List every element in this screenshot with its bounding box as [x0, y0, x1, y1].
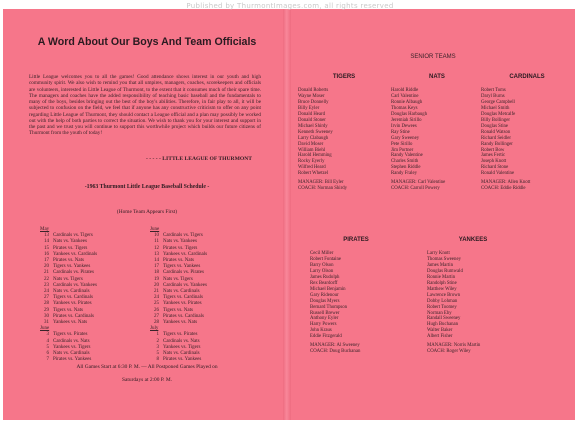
schedule-date: 19: [154, 276, 159, 282]
schedule-subtitle: (Home Team Appears First): [116, 209, 178, 215]
player-name: Robert Bow: [481, 147, 505, 153]
player-name: Bernard Thompson: [310, 304, 348, 310]
schedule-title: -1963 Thurmont Little League Baseball Schedule -: [84, 184, 210, 190]
player-name: Michael Smith: [481, 105, 510, 111]
schedule-matchup: Tigers vs. Cardinals: [53, 295, 93, 301]
player-name: Daryl Burns: [481, 93, 505, 99]
player-name: Russell Brewer: [310, 310, 340, 316]
schedule-matchup: Tigers vs. Yankees: [163, 264, 201, 270]
player-list: [298, 88, 390, 177]
schedule-matchup: Cardinals vs. Tigers: [163, 233, 203, 239]
player-list: [427, 251, 519, 340]
schedule-date: 1: [156, 332, 159, 338]
schedule-matchup: Nats vs. Yankees: [53, 239, 87, 245]
schedule-matchup: Tigers vs. Yankees: [53, 264, 91, 270]
schedule-matchup: Pirates vs. Cardinals: [53, 313, 94, 319]
schedule-date: 16: [44, 251, 49, 257]
player-name: Douglas Myers: [310, 298, 340, 304]
player-name: Harold Riddle: [391, 88, 419, 93]
player-name: Rocky Eyerly: [298, 159, 325, 165]
team-roster-yankees: [427, 237, 519, 355]
schedule-date: 12: [154, 245, 159, 251]
player-name: Douglas Stine: [481, 123, 509, 129]
schedule-matchup: Cardinals vs. Nats: [53, 338, 90, 344]
player-name: Harry Powers: [310, 322, 337, 328]
player-name: Randy Valentine: [391, 153, 423, 159]
player-name: William Biehl: [298, 147, 326, 153]
schedule-matchup: Tigers vs. Nats: [163, 307, 193, 313]
schedule-date: 20: [44, 264, 49, 270]
schedule-matchup: Pirates vs. Cardinals: [163, 313, 204, 319]
team-coach: COACH: Carroll Powery: [391, 186, 440, 192]
team-staff: [481, 180, 573, 192]
schedule-date: 5: [46, 344, 49, 350]
player-name: Lawrence Brown: [427, 292, 461, 298]
team-staff: [298, 180, 390, 192]
player-name: Douglas Rumwald: [427, 268, 463, 274]
player-name: Stephen Riddle: [391, 165, 421, 171]
schedule-date: 4: [46, 338, 49, 344]
schedule-matchup: Yankees vs. Pirates: [163, 301, 202, 307]
schedule-matchup: Yankees vs. Tigers: [163, 344, 201, 350]
schedule-matchup: Cardinals vs. Yankees: [53, 282, 97, 288]
schedule-matchup: Pirates vs. Nats: [53, 258, 84, 264]
player-name: Gary Sweeney: [391, 135, 420, 141]
player-name: Randy Bollinger: [481, 141, 513, 147]
schedule-date: 10: [154, 233, 159, 239]
player-name: Michael Shirdy: [298, 123, 328, 129]
schedule-date: 22: [44, 276, 49, 282]
player-name: Charles Smith: [391, 159, 419, 165]
schedule-column-may-june: [40, 227, 97, 363]
schedule-matchup: Pirates vs. Nats: [163, 258, 194, 264]
player-name: Albert Fisher: [427, 334, 453, 340]
schedule-date: 17: [154, 264, 159, 270]
player-name: Kenneth Sweeney: [298, 129, 333, 135]
schedule-date: 20: [154, 282, 159, 288]
team-manager: MANAGER: Carl Valentine: [391, 180, 446, 186]
schedule-row: [40, 357, 97, 363]
team-name: PIRATES: [343, 237, 369, 243]
watermark: Published by ThurmontImages.com, all rights reserved: [186, 2, 394, 10]
player-name: Matthew Wiley: [427, 286, 457, 292]
team-coach: COACH: Doug Buchanan: [310, 349, 361, 355]
schedule-matchup: Yankees vs. Cardinals: [163, 251, 208, 257]
schedule-date: 27: [154, 313, 159, 319]
player-list: [481, 88, 573, 177]
player-name: Donald Heard: [298, 111, 326, 117]
schedule-matchup: Tigers vs. Cardinals: [163, 295, 203, 301]
schedule-date: 7: [46, 357, 49, 363]
player-name: Eddie Fitzgerald: [310, 334, 342, 340]
player-name: Ronald Valentine: [481, 171, 515, 177]
player-name: David Moser: [298, 141, 324, 147]
team-name: CARDINALS: [509, 74, 545, 80]
schedule-month: May: [40, 227, 50, 232]
player-name: Barry Olson: [310, 262, 334, 268]
schedule-matchup: Yankees vs. Tigers: [53, 344, 91, 350]
player-name: Anthony Eyler: [310, 316, 339, 322]
player-name: Billy Bollinger: [481, 117, 510, 123]
player-name: Ronnie Martin: [427, 274, 456, 280]
player-name: Donald Stoner: [298, 117, 326, 123]
player-name: Ronnie Albaugh: [391, 99, 423, 105]
player-name: Norman Eby: [427, 310, 452, 316]
player-name: James Fertic: [481, 153, 506, 159]
team-roster-cardinals: [481, 74, 573, 192]
player-name: Walter Baker: [427, 328, 453, 334]
player-name: Irvin Dewees: [391, 123, 417, 129]
schedule-date: 24: [44, 289, 49, 295]
schedule-matchup: Nats vs. Yankees: [163, 239, 197, 245]
player-name: Robert Whetzel: [298, 171, 329, 177]
player-name: Douglas Harbaugh: [391, 111, 428, 117]
player-name: Robert Fontaine: [310, 256, 342, 262]
schedule-matchup: Cardinals vs. Yankees: [163, 282, 207, 288]
player-name: Jim Portner: [391, 147, 414, 153]
player-name: Dobby Lohman: [427, 298, 458, 304]
schedule-date: 25: [154, 301, 159, 307]
schedule-matchup: Nats vs. Cardinals: [53, 351, 90, 357]
schedule-date: 27: [44, 295, 49, 301]
schedule-date: 26: [154, 307, 159, 313]
player-name: Richard Stone: [481, 165, 509, 171]
schedule-date: 14: [154, 258, 159, 264]
schedule-footer-line2: Saturdays at 2:00 P. M.: [121, 377, 172, 383]
player-name: Wilfred Heard: [298, 165, 326, 171]
schedule-matchup: Nats vs. Tigers: [53, 276, 83, 282]
team-name: YANKEES: [458, 237, 488, 243]
schedule-date: 15: [44, 245, 49, 251]
schedule-matchup: Cardinals vs. Nats: [163, 338, 200, 344]
schedule-row: [150, 357, 207, 363]
player-name: Jeremiah Sirillo: [391, 117, 422, 123]
player-name: Douglas Metcalfe: [481, 111, 516, 117]
team-roster-nats: [391, 74, 483, 192]
player-name: Thomas Sweeney: [427, 256, 461, 262]
schedule-date: 13: [154, 251, 159, 257]
schedule-date: 30: [44, 313, 49, 319]
schedule-matchup: Cardinals vs. Tigers: [53, 233, 93, 239]
player-name: Robert Toms: [481, 88, 506, 93]
player-name: Carl Valentine: [391, 93, 419, 99]
player-name: Larry Clabaugh: [298, 135, 329, 141]
player-name: Gary Ridenour: [310, 292, 339, 298]
schedule-date: 28: [44, 301, 49, 307]
schedule-matchup: Tigers vs. Pirates: [53, 332, 88, 338]
schedule-date: 18: [154, 270, 159, 276]
team-roster-tigers: [298, 74, 390, 192]
senior-teams-heading: SENIOR TEAMS: [410, 54, 456, 60]
player-name: Ray Stine: [391, 129, 410, 135]
team-staff: [391, 180, 483, 192]
player-name: Wayne Moser: [298, 93, 325, 99]
player-name: Cecil Miller: [310, 251, 334, 256]
schedule-footer-line1: All Games Start at 6:30 P. M. — All Postponed Games Played on: [76, 364, 218, 370]
schedule-date: 17: [44, 258, 49, 264]
schedule-matchup: Pirates vs. Yankees: [163, 357, 202, 363]
schedule-matchup: Yankees vs. Cardinals: [53, 251, 98, 257]
schedule-matchup: Tigers vs. Nats: [53, 307, 83, 313]
player-name: Robert Toomey: [427, 304, 457, 310]
center-fold: [283, 9, 291, 420]
player-list: [391, 88, 483, 177]
player-name: James Rudolph: [310, 274, 340, 280]
team-staff: [427, 343, 519, 355]
player-name: Randy Fraley: [391, 171, 417, 177]
player-name: Ronald Watson: [481, 129, 511, 135]
schedule-date: 28: [154, 320, 159, 326]
schedule-date: 21: [154, 289, 159, 295]
player-name: Michael Benjamin: [310, 286, 346, 292]
player-name: Larry Knott: [427, 251, 450, 256]
schedule-matchup: Nats vs. Cardinals: [53, 289, 90, 295]
schedule-month: June: [150, 227, 160, 232]
player-name: Donald Roberts: [298, 88, 329, 93]
schedule-date: 11: [154, 239, 159, 245]
team-roster-pirates: [310, 237, 402, 355]
schedule-matchup: Nats vs. Tigers: [163, 276, 193, 282]
schedule-date: 29: [44, 307, 49, 313]
team-coach: COACH: Norman Shirdy: [298, 186, 348, 192]
schedule-matchup: Pirates vs. Tigers: [53, 245, 88, 251]
player-name: Joseph Knott: [481, 159, 507, 165]
player-name: James Martin: [427, 262, 453, 268]
player-name: Billy Eyler: [298, 105, 320, 111]
team-name: NATS: [429, 74, 445, 80]
player-name: John Kraus: [310, 328, 332, 334]
schedule-matchup: Pirates vs. Tigers: [163, 245, 198, 251]
player-name: Randolph Stine: [427, 280, 457, 286]
team-manager: MANAGER: Allen Knott: [481, 180, 531, 186]
player-name: Randall Sweeney: [427, 316, 461, 322]
player-name: Richard Seidler: [481, 135, 511, 141]
schedule-date: 8: [156, 357, 159, 363]
team-manager: MANAGER: Bill Eyler: [298, 180, 344, 186]
player-name: Thomas Keys: [391, 105, 418, 111]
schedule-matchup: Pirates vs. Yankees: [53, 357, 92, 363]
schedule-date: 23: [44, 282, 49, 288]
schedule-matchup: Yankees vs. Pirates: [53, 301, 92, 307]
player-name: George Campbell: [481, 99, 515, 105]
schedule-date: 21: [44, 270, 49, 276]
schedule-matchup: Nats vs. Cardinals: [163, 351, 200, 357]
schedule-month: July: [150, 326, 159, 332]
schedule-date: 14: [44, 239, 49, 245]
schedule-month: June: [40, 326, 50, 332]
player-name: Larry Olson: [310, 268, 334, 274]
team-staff: [310, 343, 402, 355]
team-manager: MANAGER: Al Sweeney: [310, 343, 360, 349]
player-name: Harold Hemming: [298, 153, 332, 159]
schedule-date: 31: [44, 320, 49, 326]
schedule-matchup: Nats vs. Cardinals: [163, 289, 200, 295]
schedule-matchup: Tigers vs. Pirates: [163, 332, 198, 338]
schedule-date: 2: [156, 338, 159, 344]
team-coach: COACH: Eddie Riddle: [481, 186, 526, 192]
player-name: Bruce Donnelly: [298, 99, 329, 105]
player-list: [310, 251, 402, 340]
schedule-matchup: Cardinals vs. Pirates: [163, 270, 204, 276]
team-name: TIGERS: [332, 74, 356, 80]
schedule-date: 3: [46, 332, 49, 338]
page-title: A Word About Our Boys And Team Officials: [37, 36, 257, 48]
schedule-date: 3: [156, 344, 159, 350]
player-name: Rex Beardorff: [310, 280, 338, 286]
player-name: Pete Sirillo: [391, 141, 413, 147]
schedule-date: 13: [44, 233, 49, 239]
team-coach: COACH: Roger Wiley: [427, 349, 471, 355]
league-signature: - - - - - LITTLE LEAGUE OF THURMONT: [146, 156, 252, 162]
schedule-date: 24: [154, 295, 159, 301]
schedule-column-june-july: [150, 227, 207, 363]
schedule-date: 5: [156, 351, 159, 357]
team-manager: MANAGER: Norris Martin: [427, 343, 481, 349]
schedule-matchup: Yankees vs. Nats: [53, 320, 88, 326]
schedule-matchup: Yankees vs. Nats: [163, 320, 198, 326]
player-name: Hugh Buchanan: [427, 322, 459, 328]
schedule-date: 6: [46, 351, 49, 357]
schedule-matchup: Cardinals vs. Pirates: [53, 270, 94, 276]
intro-paragraph: Little League welcomes you to all the games! Good attendance shows interest in our youth and high community spirit. We also wish to remind you that all umpires, managers, coaches, scorekeepers and officials are volunteers, interested in Little League of Thurmont, to the extent that it consumes much of their spare time. The managers and coaches have the added responsibility of teaching basic baseball and the fundamentals to many of the boys, besides bringing out the best of the boy's abilities. Therefore, in fair play to all, it will be subjected to confusion on the field, we feel that if anyone has any constructive criticism to offer on any point regarding Little League of Thurmont, they should contact a League official and a plan may possibly be worked out with the help of both parties to correct the situation. We wish to thank you for your interest and support in the past and we trust you will continue to support this worthwhile project which builds our future citizens of Thurmont from the youth of today!: [29, 74, 261, 137]
